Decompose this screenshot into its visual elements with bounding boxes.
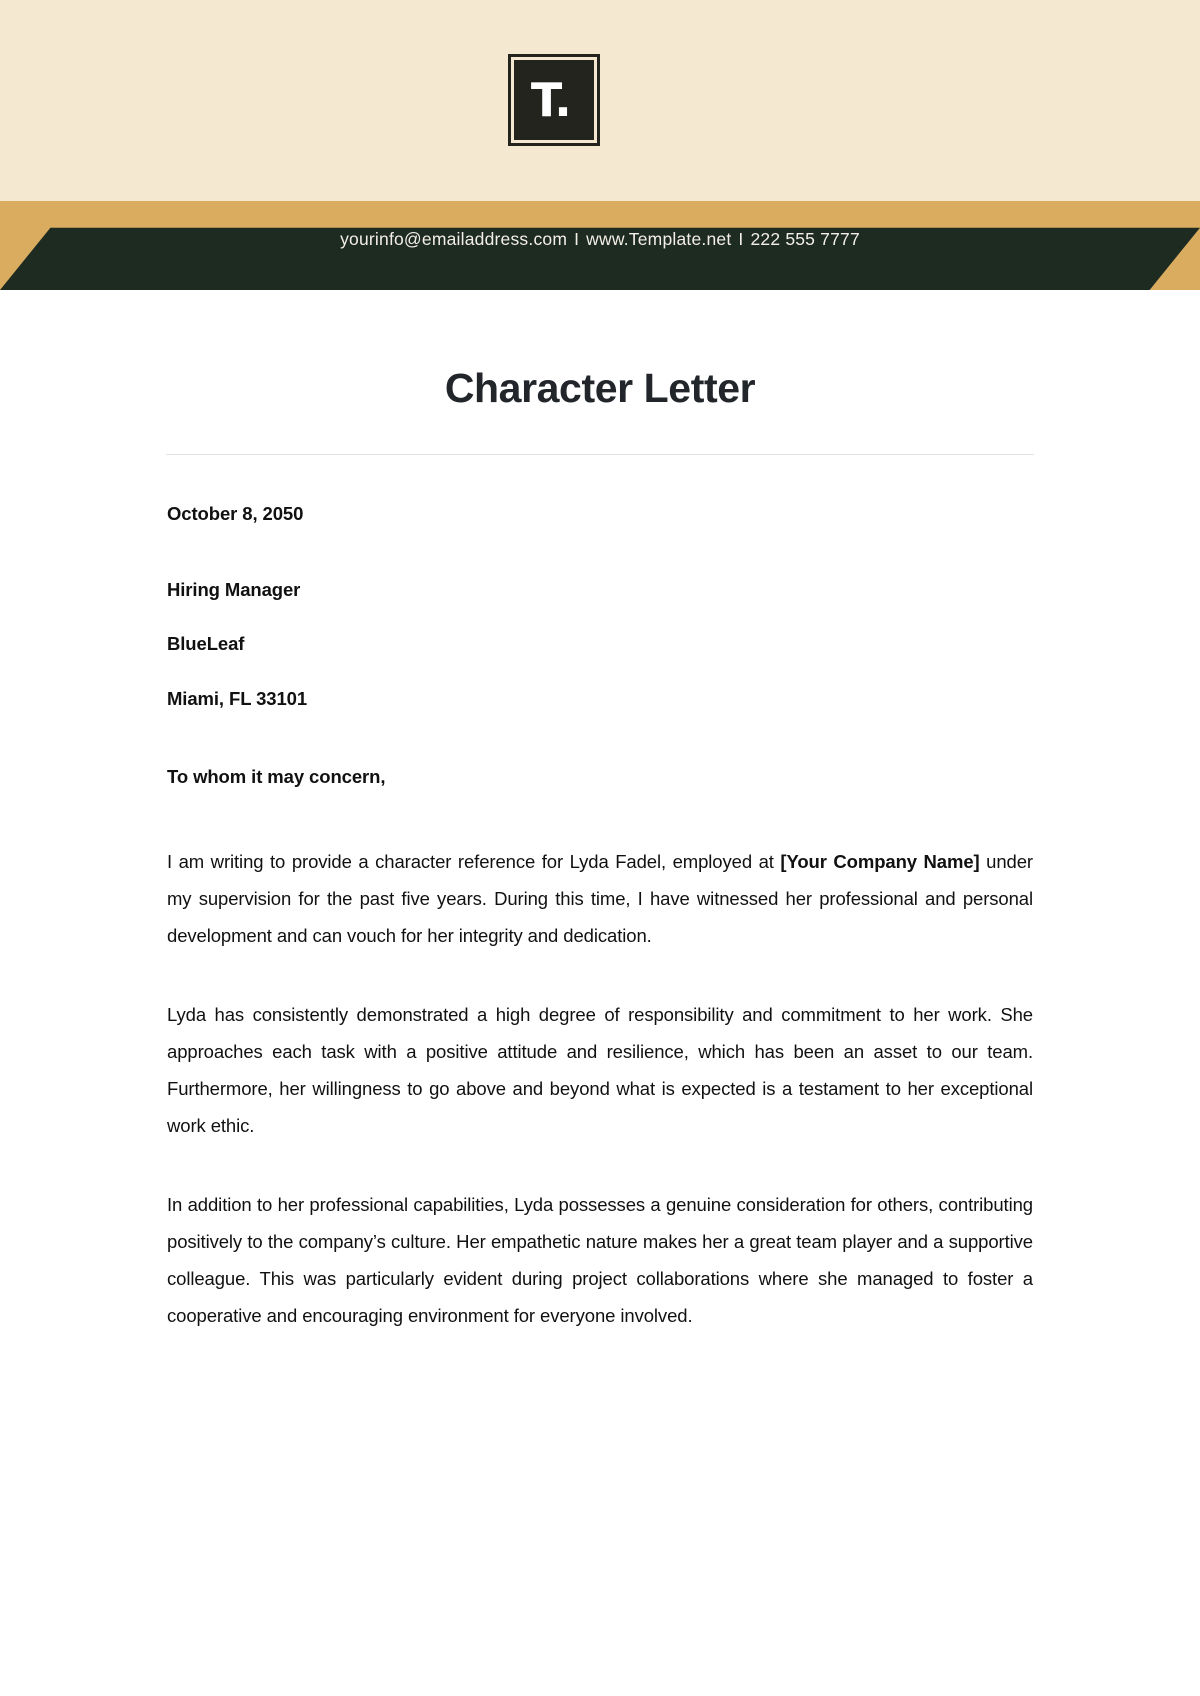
letter-paragraph-1	[167, 843, 1033, 954]
contact-email[interactable]: yourinfo@emailaddress.com	[340, 229, 568, 249]
letter-date: October 8, 2050	[167, 503, 304, 524]
contact-separator-1: I	[574, 229, 580, 249]
paragraph-1-text-after: under my supervision for the past five years. During this time, I have witnessed her professional and personal development and can vouch for her integrity and dedication.	[167, 850, 1033, 946]
contact-separator-2: I	[738, 229, 744, 249]
page-title: Character Letter	[444, 365, 756, 411]
letter-paragraph-2: Lyda has consistently demonstrated a high degree of responsibility and commitment to her work. She approaches each task with a positive attitude and resilience, which has been an asset to our team. Furthermore, her willingness to go above and beyond what is expected is a testament to her exceptional work ethic.	[167, 1003, 1033, 1136]
letter-content	[167, 455, 1033, 1334]
contact-website[interactable]: www.Template.net	[586, 229, 732, 249]
letter-document	[0, 290, 1200, 1376]
template-logo-icon: T.	[530, 73, 571, 127]
contact-phone[interactable]: 222 555 7777	[750, 229, 860, 249]
logo-inner-frame	[511, 57, 597, 143]
paragraph-1-text-before: I am writing to provide a character reference for Lyda Fadel, employed at	[167, 850, 781, 872]
letterhead-header	[0, 0, 1200, 290]
recipient-company: BlueLeaf	[167, 633, 245, 655]
letter-paragraph-3: In addition to her professional capabilities, Lyda possesses a genuine consideration for others, contributing positively to the company’s culture. Her empathetic nature makes her a great team player and a supportive colleague. This was particularly evident during project collaborations where she managed to foster a cooperative and encouraging environment for everyone involved.	[167, 1193, 1033, 1326]
recipient-address: Miami, FL 33101	[167, 687, 308, 709]
brand-logo	[508, 54, 600, 146]
company-name-placeholder: [Your Company Name]	[780, 850, 980, 872]
letter-salutation: To whom it may concern,	[167, 765, 386, 787]
recipient-name: Hiring Manager	[167, 579, 301, 601]
header-cream-background	[0, 0, 1200, 201]
header-contact-bar	[0, 229, 1200, 250]
